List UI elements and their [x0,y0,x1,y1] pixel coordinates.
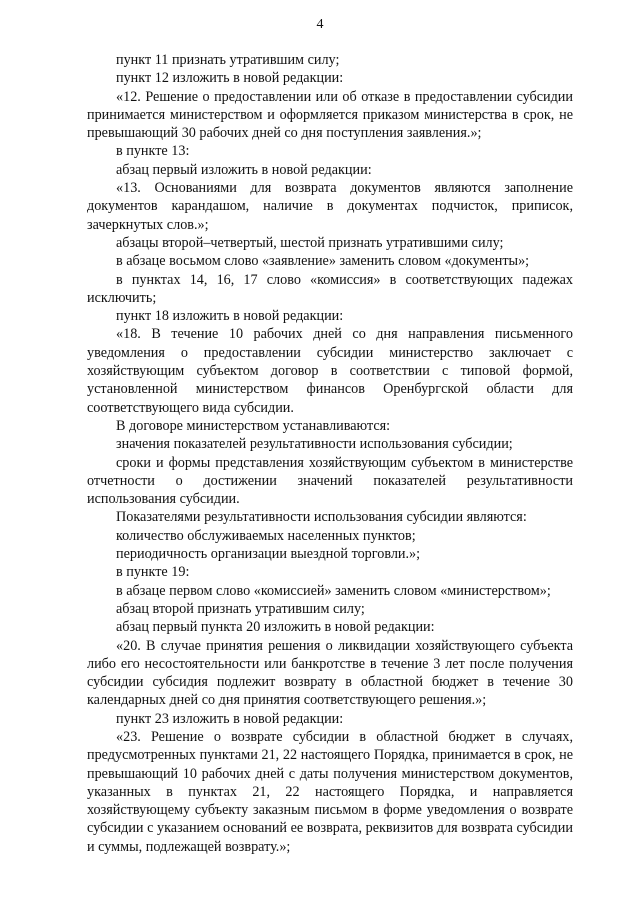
paragraph-15: Показателями результативности использования субсидии являются: [116,509,527,526]
paragraph-16: количество обслуживаемых населенных пунктов; [116,527,416,544]
paragraph-3: «12. Решение о предоставлении или об отказе в предоставлении субсидии принимается министерством и оформляется приказом министерства в срок, не превышающий 30 рабочих дней со дня поступления заявления.»; [87,88,573,142]
paragraph-10: пункт 18 изложить в новой редакции: [116,308,344,325]
paragraph-8: в абзаце восьмом слово «заявление» заменить словом «документы»; [116,253,530,270]
paragraph-12: В договоре министерством устанавливаются: [116,417,391,434]
paragraph-7: абзацы второй–четвертый, шестой признать утратившими силу; [116,234,504,251]
paragraph-21: абзац первый пункта 20 изложить в новой редакции: [116,619,435,636]
paragraph-9: в пунктах 14, 16, 17 слово «комиссия» в соответствующих падежах исключить; [87,271,573,306]
page-number: 4 [316,17,324,32]
paragraph-18: в пункте 19: [116,564,190,581]
paragraph-6: «13. Основаниями для возврата документов являются заполнение документов карандашом, наличие в документах подчисток, приписок, зачеркнутых слов.»; [87,180,573,233]
paragraph-19: в абзаце первом слово «комиссией» заменить словом «министерством»; [116,582,551,599]
paragraph-20: абзац второй признать утратившим силу; [116,600,365,617]
paragraph-13: значения показателей результативности использования субсидии; [116,436,513,453]
paragraph-17: периодичность организации выездной торговли.»; [116,546,421,563]
paragraph-2: пункт 12 изложить в новой редакции: [116,70,344,87]
paragraph-11: «18. В течение 10 рабочих дней со дня направления письменного уведомления о предоставлении субсидии министерство заключает с хозяйствующим субъектом договор в соответствии с типовой формой, установленной министерством финансов Оренбургской области для соответствующего вида субсидии. [87,326,573,416]
document-body [87,51,573,856]
paragraph-24: «23. Решение о возврате субсидии в областной бюджет в случаях, предусмотренных пунктами 21, 22 настоящего Порядка, принимается в срок, не превышающий 10 рабочих дней с даты получения министерством документов, указанных в пунктах 21, 22 настоящего Порядка, и направляется хозяйствующему субъекту заказным письмом в форме уведомления о возврате субсидии с указанием оснований ее возврата, реквизитов для возврата субсидии и суммы, подлежащей возврату.»; [87,728,573,855]
paragraph-5: абзац первый изложить в новой редакции: [116,161,372,178]
paragraph-23: пункт 23 изложить в новой редакции: [116,710,344,727]
paragraph-14: сроки и формы представления хозяйствующим субъектом в министерстве отчетности о достижении значений показателей результативности использования субсидии. [87,454,573,508]
paragraph-22: «20. В случае принятия решения о ликвидации хозяйствующего субъекта либо его несостоятельности или банкротстве в течение 3 лет после получения субсидии субсидия подлежит возврату в областной бюджет в течение 30 календарных дней со дня принятия соответствующего решения.»; [87,637,573,709]
paragraph-1: пункт 11 признать утратившим силу; [116,52,340,68]
paragraph-4: в пункте 13: [116,143,190,160]
